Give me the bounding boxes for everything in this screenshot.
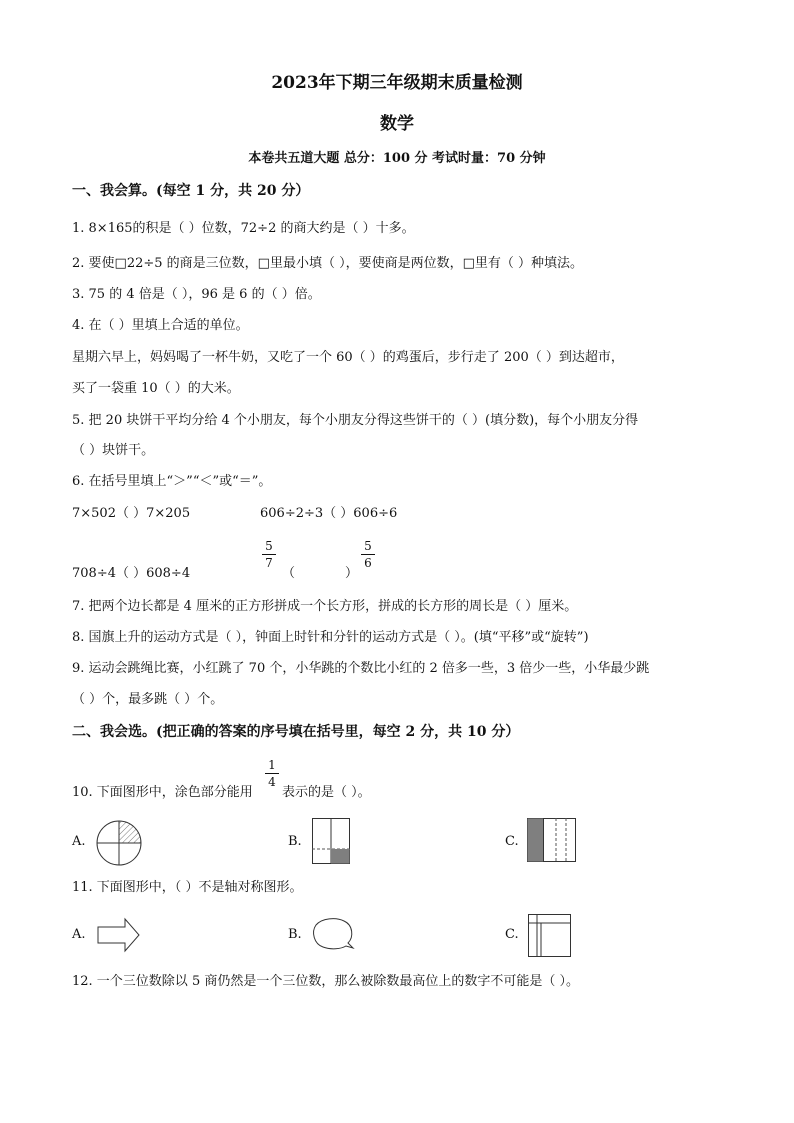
fraction-five-sixths: [361, 539, 375, 570]
question-9-line2: （ ）个，最多跳（ ）个。: [72, 692, 224, 707]
arrow-shape-figure: [97, 917, 141, 953]
question-4-line2: 买了一袋重 10（ ）的大米。: [72, 381, 240, 396]
question-7: 7. 把两个边长都是 4 厘米的正方形拼成一个长方形，拼成的长方形的周长是（ ）厘米。: [72, 599, 578, 614]
question-10: 10. 下面图形中，涂色部分能用: [72, 785, 253, 800]
question-4-line1: 星期六早上，妈妈喝了一杯牛奶，又吃了一个 60（ ）的鸡蛋后，步行走了 200（ ）到达超市，: [72, 350, 624, 365]
fraction-numerator: 5: [265, 539, 273, 553]
fraction-bar: [262, 554, 276, 555]
square-with-lines-figure: [528, 914, 572, 958]
question-2: 2. 要使□22÷5 的商是三位数，□里最小填（ ），要使商是两位数，□里有（ ）种填法。: [72, 256, 583, 271]
question-11: 11. 下面图形中，（ ）不是轴对称图形。: [72, 880, 303, 895]
circle-quarter-shaded-figure: [95, 819, 143, 867]
question-10-end: 表示的是（ ）。: [282, 785, 371, 800]
fraction-bar: [265, 773, 279, 774]
exam-title: 2023年下期三年级期末质量检测: [271, 73, 523, 93]
question-9-line1: 9. 运动会跳绳比赛，小红跳了 70 个，小华跳的个数比小红的 2 倍多一些，3 倍少一些，小华最少跳: [72, 661, 650, 676]
section1-heading: 一、我会算。(每空 1 分，共 20 分）: [72, 183, 310, 199]
fraction-one-quarter: [265, 758, 279, 789]
fraction-denominator: 4: [268, 775, 276, 789]
option-a-label: A.: [72, 927, 86, 942]
fraction-denominator: 6: [364, 556, 372, 570]
fraction-numerator: 5: [364, 539, 372, 553]
question-1: 1. 8×165的积是（ ）位数，72÷2 的商大约是（ ）十多。: [72, 221, 415, 236]
question-5-line2: （ ）块饼干。: [72, 443, 155, 458]
question-6: 6. 在括号里填上“＞”“＜”或“＝”。: [72, 474, 272, 489]
option-b-label: B.: [288, 834, 302, 849]
fraction-denominator: 7: [265, 556, 273, 570]
question-4: 4. 在（ ）里填上合适的单位。: [72, 318, 249, 333]
question-3: 3. 75 的 4 倍是（ ），96 是 6 的（ ）倍。: [72, 287, 321, 302]
option-b-label: B.: [288, 927, 302, 942]
question-12: 12. 一个三位数除以 5 商仍然是一个三位数，那么被除数最高位上的数字不可能是（ ）。: [72, 974, 579, 989]
section2-heading: 二、我会选。(把正确的答案的序号填在括号里，每空 2 分，共 10 分）: [72, 724, 520, 740]
option-c-label: C.: [505, 834, 519, 849]
compare-paren-close: ）: [345, 566, 359, 581]
rectangle-quarter-shaded-figure: [312, 818, 350, 864]
speech-bubble-shape-figure: [312, 917, 354, 951]
option-a-label: A.: [72, 834, 86, 849]
compare-paren-open: （: [282, 566, 296, 581]
question-8: 8. 国旗上升的运动方式是（ ），钟面上时针和分针的运动方式是（ ）。(填“平移”或“旋转”): [72, 630, 589, 645]
fraction-bar: [361, 554, 375, 555]
fraction-five-sevenths: [262, 539, 276, 570]
rectangle-strip-shaded-figure: [527, 818, 577, 862]
option-c-label: C.: [505, 927, 519, 942]
question-5-line1: 5. 把 20 块饼干平均分给 4 个小朋友，每个小朋友分得这些饼干的（ ）(填分数)，每个小朋友分得: [72, 413, 639, 428]
fraction-numerator: 1: [268, 758, 276, 772]
subject-title: 数学: [380, 114, 414, 134]
question-6-compare-1: 7×502（ ）7×205: [72, 506, 191, 521]
question-6-compare-2: 606÷2÷3（ ）606÷6: [260, 506, 398, 521]
exam-info: 本卷共五道大题 总分：100 分 考试时量：70 分钟: [248, 151, 546, 166]
question-6-compare-3: 708÷4（ ）608÷4: [72, 566, 191, 581]
